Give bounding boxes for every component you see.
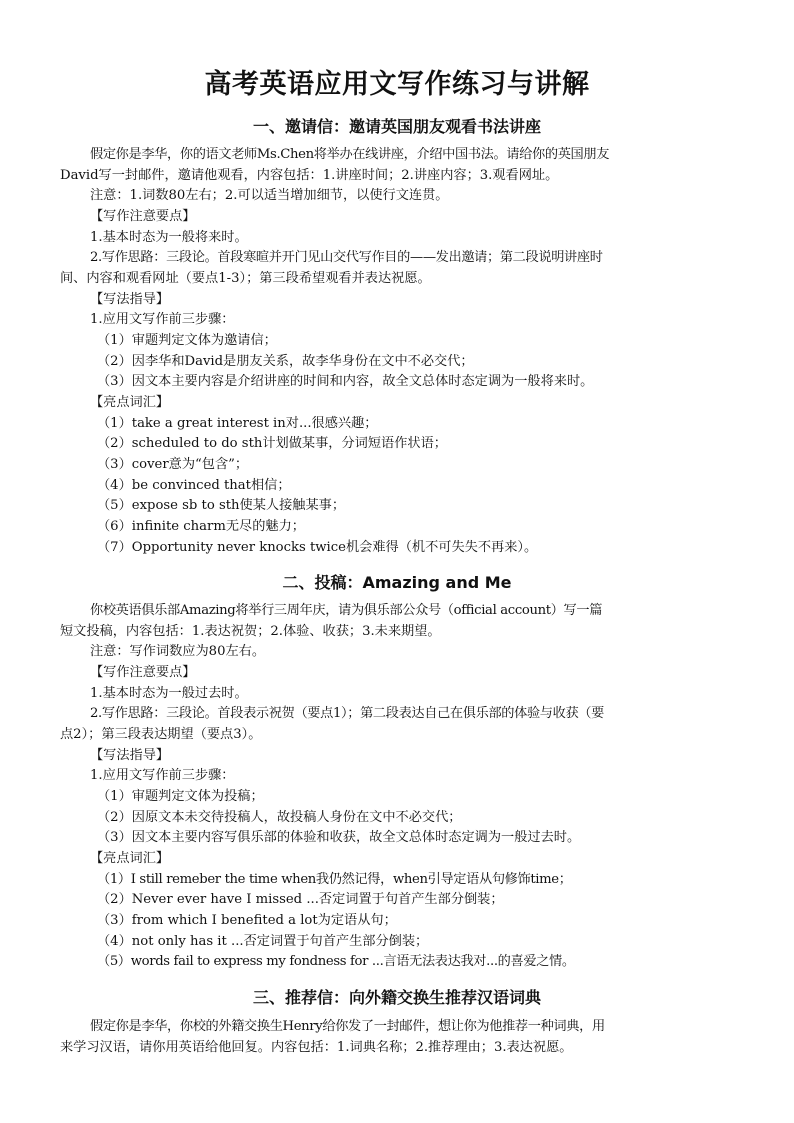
subheading-guide: 【写法指导】 — [90, 292, 170, 307]
guide-line: （2）因原文本未交待投稿人，故投稿人身份在文中不必交代； — [97, 810, 462, 825]
point-line: 2.写作思路：三段论。首段表示祝贺（要点1）；第二段表达自己在俱乐部的体验与收获（要 — [90, 706, 604, 721]
point-line: 1.基本时态为一般将来时。 — [90, 230, 248, 245]
guide-line: （3）因文本主要内容写俱乐部的体验和收获，故全文总体时态定调为一般过去时。 — [97, 830, 581, 845]
note-line: 注意：写作词数应为80左右。 — [90, 644, 266, 659]
guide-line: （1）审题判定文体为邀请信； — [97, 333, 277, 348]
vocab-line: （6）infinite charm无尽的魅力； — [97, 519, 305, 534]
section-heading-invitation: 一、邀请信：邀请英国朋友观看书法讲座 — [252, 117, 541, 136]
prompt-line: 你校英语俱乐部Amazing将举行三周年庆，请为俱乐部公众号（official account）写一篇 — [90, 603, 603, 618]
point-line: 2.写作思路：三段论。首段寒暄并开门见山交代写作目的——发出邀请；第二段说明讲座时 — [90, 250, 603, 265]
guide-line: （2）因李华和David是朋友关系，故李华身份在文中不必交代； — [97, 354, 474, 369]
subheading-vocab: 【亮点词汇】 — [90, 851, 170, 866]
vocab-line: （5）expose sb to sth使某人接触某事； — [97, 498, 346, 513]
guide-line: （1）审题判定文体为投稿； — [97, 789, 264, 804]
vocab-line: （3）from which I benefited a lot为定语从句； — [97, 913, 397, 928]
subheading-points: 【写作注意要点】 — [90, 209, 196, 224]
subheading-guide: 【写法指导】 — [90, 748, 170, 763]
subheading-points: 【写作注意要点】 — [90, 665, 196, 680]
vocab-line: （4）be convinced that相信； — [97, 478, 291, 493]
vocab-line: （4）not only has it ...否定词置于句首产生部分倒装； — [97, 934, 429, 949]
point-line: 点2）；第三段表达期望（要点3）。 — [60, 727, 262, 742]
prompt-line: David写一封邮件，邀请他观看，内容包括：1.讲座时间；2.讲座内容；3.观看网址。 — [60, 168, 559, 183]
point-line: 间、内容和观看网址（要点1-3）；第三段希望观看并表达祝愿。 — [60, 271, 431, 286]
guide-line: （3）因文本主要内容是介绍讲座的时间和内容，故全文总体时态定调为一般将来时。 — [97, 374, 594, 389]
point-line: 1.基本时态为一般过去时。 — [90, 686, 248, 701]
vocab-line: （1）I still remeber the time when我仍然记得，when引导定语从句修饰time； — [97, 872, 572, 887]
vocab-line: （7）Opportunity never knocks twice机会难得（机不可失失不再来）。 — [97, 540, 538, 555]
subheading-vocab: 【亮点词汇】 — [90, 395, 170, 410]
vocab-line: （2）scheduled to do sth计划做某事，分词短语作状语； — [97, 436, 447, 451]
guide-line: 1.应用文写作前三步骤： — [90, 768, 235, 783]
section-heading-recommendation: 三、推荐信：向外籍交换生推荐汉语词典 — [252, 988, 541, 1007]
prompt-line: 假定你是李华，你校的外籍交换生Henry给你发了一封邮件，想让你为他推荐一种词典，用 — [90, 1019, 605, 1034]
prompt-line: 来学习汉语，请你用英语给他回复。内容包括：1.词典名称；2.推荐理由；3.表达祝愿。 — [60, 1040, 573, 1055]
page-title: 高考英语应用文写作练习与讲解 — [204, 69, 590, 100]
vocab-line: （2）Never ever have I missed ...否定词置于句首产生部分倒装； — [97, 892, 504, 907]
note-line: 注意：1.词数80左右；2.可以适当增加细节，以使行文连贯。 — [90, 188, 449, 203]
section-heading-submission: 二、投稿：Amazing and Me — [282, 573, 512, 592]
prompt-line: 短文投稿，内容包括：1.表达祝贺；2.体验、收获；3.未来期望。 — [60, 624, 441, 639]
vocab-line: （1）take a great interest in对...很感兴趣； — [97, 416, 378, 431]
prompt-line: 假定你是李华，你的语文老师Ms.Chen将举办在线讲座，介绍中国书法。请给你的英国朋友 — [90, 147, 610, 162]
vocab-line: （3）cover意为“包含”； — [97, 457, 249, 472]
vocab-line: （5）words fail to express my fondness for ...言语无法表达我对...的喜爱之情。 — [97, 954, 575, 969]
guide-line: 1.应用文写作前三步骤： — [90, 312, 235, 327]
